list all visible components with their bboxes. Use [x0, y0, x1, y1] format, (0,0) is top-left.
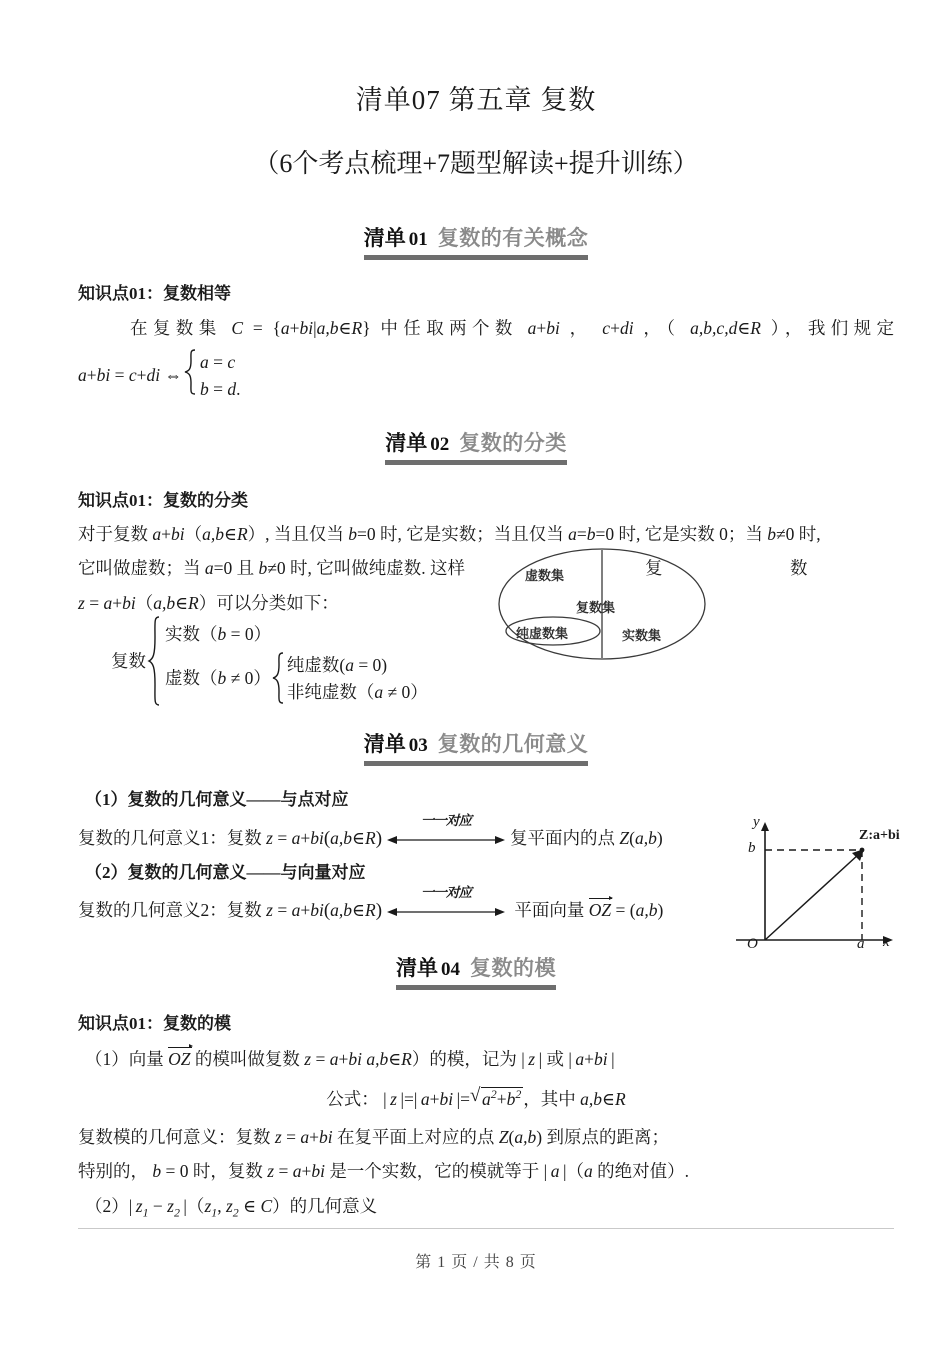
point-label-z: Z:a+bi [859, 828, 900, 843]
section01-equation: a+bi = c+di ⇔ a = c b = d. [0, 349, 952, 403]
banner-underline [385, 460, 567, 465]
banner-number: 01 [408, 229, 428, 250]
section03-item2-row: 复数的几何意义2：复数 z = a+bi(a,b∈R) 一一对应 平面向量 OZ = (a,b) [78, 885, 664, 922]
venn-label-complex: 复数集 [576, 600, 616, 615]
brace-icon [147, 616, 161, 706]
page-footer: 第 1 页 / 共 8 页 [415, 1254, 537, 1271]
tree-branch-2: 虚数（b ≠ 0） 纯虚数(a = 0) 非纯虚数（a ≠ 0） [165, 652, 428, 706]
overflow-char-fu: 复 [645, 558, 663, 579]
axis-label-x: x [883, 934, 890, 950]
page-title: 清单07 第五章 复数 [355, 85, 597, 115]
formula-label: 公式： [326, 1089, 379, 1110]
section-banner-01 [0, 222, 952, 265]
formula-tail: ，其中 a,b∈R [523, 1089, 626, 1110]
kp-label-02: 知识点01：复数的分类 [78, 491, 248, 511]
banner-keyword: 清单 [363, 227, 406, 250]
section04-geo-line: 复数模的几何意义：复数 z = a+bi 在复平面上对应的点 Z(a,b) 到原点的距离； [78, 1126, 669, 1147]
correspondence-arrow: 一一对应 [387, 825, 505, 847]
banner-underline [364, 761, 589, 766]
banner-title: 复数的有关概念 [437, 227, 589, 250]
kp-label-04: 知识点01：复数的模 [78, 1014, 231, 1034]
venn-diagram [497, 547, 707, 662]
tree-leaf-2: 非纯虚数（a ≠ 0） [286, 681, 428, 702]
section04-special-line: 特别的， b = 0 时，复数 z = a+bi 是一个实数，它的模就等于 | a |（a 的绝对值）. [78, 1161, 689, 1182]
banner-number: 02 [430, 434, 450, 456]
section02-line1: 对于复数 a+bi（a,b∈R）, 当且仅当 b=0 时, 它是实数；当且仅当 a=b=0 时, 它是实数 0；当 b≠0 时, [78, 523, 821, 544]
section03-item2-title: （2）复数的几何意义——与向量对应 [85, 862, 366, 882]
banner-keyword: 清单 [385, 432, 428, 456]
banner-title: 复数的分类 [459, 432, 567, 456]
tree-branch-1: 实数（b = 0） [165, 623, 272, 644]
kp-label-01: 知识点01：复数相等 [78, 284, 231, 303]
banner-number: 03 [408, 735, 428, 757]
axis-mark-a: a [857, 936, 865, 952]
section02-line3: z = a+bi（a,b∈R）可以分类如下： [78, 592, 339, 613]
page-subtitle: （6个考点梳理+7题型解读+提升训练） [253, 149, 699, 178]
venn-label-real: 实数集 [622, 628, 662, 643]
formula-expression: | z |=| a+bi |= √ $a^2+b^2$ [383, 1089, 523, 1109]
banner-underline [364, 255, 589, 260]
section04-item2: （2）| $z_1 - z_2$ $|(z_1$, $z_2$ ∈ C）的几何意义 [85, 1195, 378, 1220]
brace-icon [271, 652, 285, 704]
correspondence-arrow: 一一对应 [387, 897, 505, 919]
section04-item1: （1）向量 OZ 的模叫做复数 z = a+bi a,b∈R）的模，记为 | z | 或 | a+bi | [85, 1048, 615, 1069]
axis-label-origin: O [747, 936, 758, 952]
brace-icon [183, 349, 197, 395]
axis-label-y: y [753, 814, 760, 830]
footer-divider [78, 1228, 894, 1229]
section03-item1-title: （1）复数的几何意义——与点对应 [85, 790, 349, 810]
banner-title: 复数的几何意义 [437, 733, 589, 757]
section03-item1-row: 复数的几何意义1：复数 z = a+bi(a,b∈R) 一一对应 复平面内的点 Z(a,b) [78, 812, 663, 849]
banner-keyword: 清单 [396, 957, 438, 981]
overflow-char-shu: 数 [790, 558, 808, 579]
banner-title: 复数的模 [470, 957, 556, 981]
section-banner-04 [0, 952, 952, 995]
tree-root: 复数 [111, 650, 146, 671]
section02-line2: 它叫做虚数；当 a=0 且 b≠0 时, 它叫做纯虚数. 这样 复 数 [78, 558, 808, 579]
venn-label-imaginary: 虚数集 [525, 568, 565, 583]
axis-mark-b: b [748, 840, 756, 856]
section04-formula [0, 1087, 952, 1108]
section01-body: 在复数集 C = {a+bi|a,b∈R} 中任取两个数 a+bi ， c+di ，（ a,b,c,d∈R ），我们规定 [130, 317, 895, 338]
banner-underline [396, 985, 556, 990]
section-banner-02 [0, 427, 952, 470]
complex-plane-figure [726, 814, 916, 957]
section-banner-03 [0, 728, 952, 771]
banner-keyword: 清单 [363, 733, 406, 757]
tree-leaf-1: 纯虚数(a = 0) [286, 654, 388, 675]
equation-case-2: b = d. [200, 379, 241, 400]
section02-classification-tree [0, 616, 952, 706]
equation-case-1: a = c [200, 352, 236, 372]
banner-number: 04 [441, 959, 460, 981]
venn-label-pure-imaginary: 纯虚数集 [516, 626, 569, 641]
